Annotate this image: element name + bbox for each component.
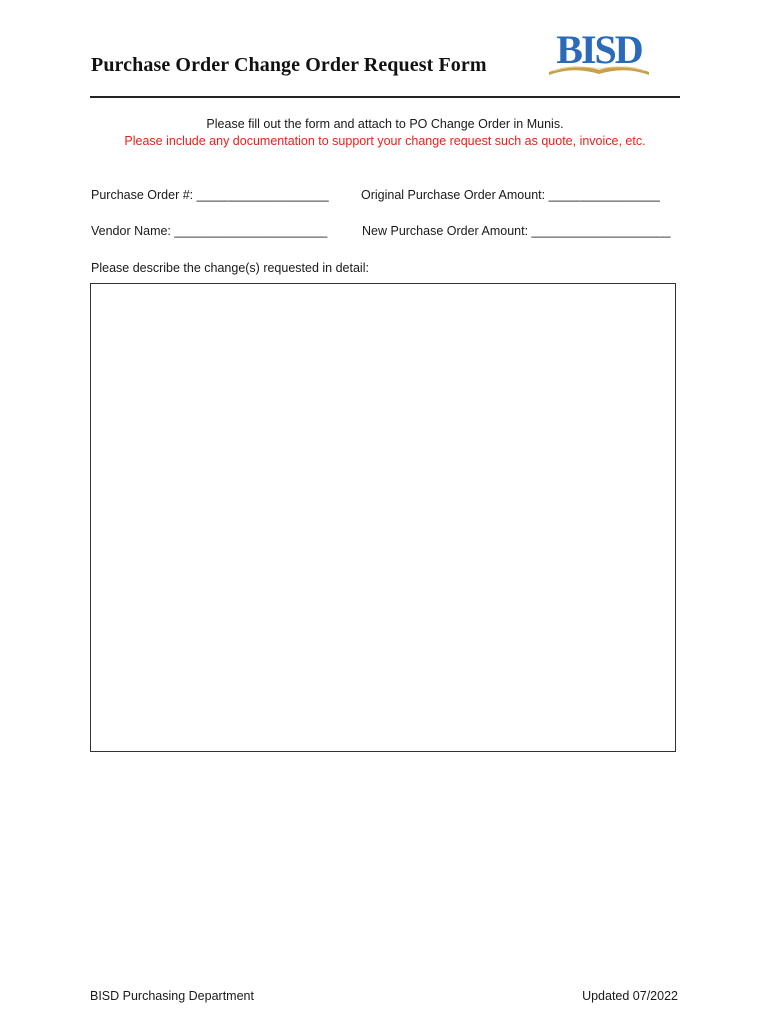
new-amount-label: New Purchase Order Amount: bbox=[362, 224, 529, 238]
new-amount-blank[interactable]: ____________________ bbox=[531, 224, 671, 238]
footer-department: BISD Purchasing Department bbox=[90, 989, 254, 1003]
page-title: Purchase Order Change Order Request Form bbox=[91, 54, 487, 76]
bisd-logo bbox=[543, 28, 655, 78]
purchase-order-field[interactable] bbox=[91, 188, 329, 202]
vendor-name-blank[interactable]: ______________________ bbox=[174, 224, 328, 238]
vendor-name-field[interactable] bbox=[91, 224, 327, 238]
bisd-logo-text: BISD bbox=[556, 28, 642, 72]
purchase-order-blank[interactable]: ___________________ bbox=[196, 188, 329, 202]
new-amount-field[interactable] bbox=[362, 224, 671, 238]
original-amount-field[interactable] bbox=[361, 188, 660, 202]
description-textarea[interactable] bbox=[90, 283, 676, 752]
documentation-note: Please include any documentation to support your change request such as quote, invoice, etc. bbox=[124, 134, 646, 148]
purchase-order-label: Purchase Order #: bbox=[91, 188, 194, 202]
footer-updated: Updated 07/2022 bbox=[582, 989, 678, 1003]
original-amount-label: Original Purchase Order Amount: bbox=[361, 188, 546, 202]
vendor-name-label: Vendor Name: bbox=[91, 224, 171, 238]
description-label: Please describe the change(s) requested in detail: bbox=[91, 261, 369, 275]
header-divider bbox=[90, 96, 680, 98]
instruction-text: Please fill out the form and attach to PO Change Order in Munis. bbox=[206, 117, 564, 131]
original-amount-blank[interactable]: ________________ bbox=[548, 188, 660, 202]
